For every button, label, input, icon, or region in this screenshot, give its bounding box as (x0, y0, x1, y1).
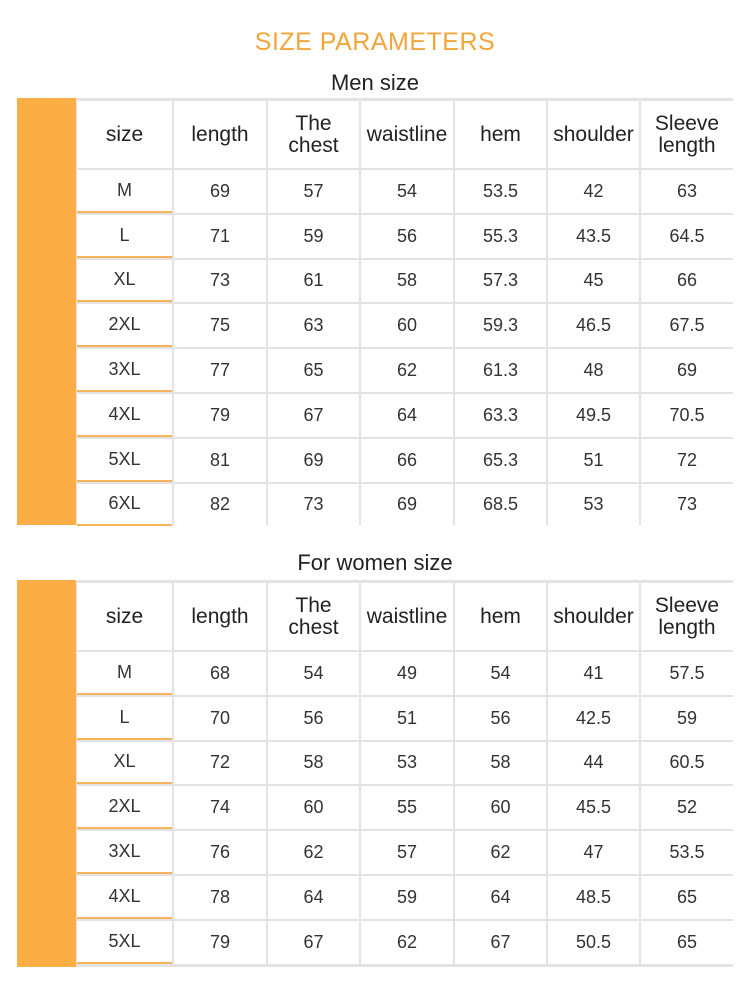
measurement-cell: 79 (174, 921, 266, 964)
measurement-cell: 58 (268, 742, 359, 785)
table-row (76, 876, 733, 919)
size-label-cell: 4XL (77, 394, 172, 437)
measurement-cell: 77 (174, 349, 266, 392)
header-length: length (174, 583, 266, 650)
measurement-cell: 51 (361, 697, 453, 740)
measurement-cell: 67 (455, 921, 546, 964)
measurement-cell: 64 (268, 876, 359, 919)
measurement-cell: 63.3 (455, 394, 546, 437)
measurement-cell: 47 (548, 831, 639, 874)
table-row (76, 170, 733, 213)
table-row (76, 484, 733, 527)
measurement-cell: 64.5 (641, 215, 733, 258)
measurement-cell: 65 (268, 349, 359, 392)
size-label-cell: XL (77, 742, 172, 785)
header-length: length (174, 101, 266, 168)
size-label-cell: XL (77, 260, 172, 303)
table-row (76, 260, 733, 303)
measurement-cell: 69 (361, 484, 453, 527)
table-row (76, 831, 733, 874)
measurement-cell: 45.5 (548, 786, 639, 829)
size-label-cell: 2XL (77, 304, 172, 347)
table-row (76, 215, 733, 258)
measurement-cell: 56 (268, 697, 359, 740)
measurement-cell: 59 (361, 876, 453, 919)
measurement-cell: 63 (268, 304, 359, 347)
measurement-cell: 44 (548, 742, 639, 785)
measurement-cell: 53 (548, 484, 639, 527)
measurement-cell: 53 (361, 742, 453, 785)
size-label-cell: L (77, 215, 172, 258)
table-row (76, 786, 733, 829)
page-title: SIZE PARAMETERS (254, 28, 496, 56)
size-label-cell: M (77, 652, 172, 695)
measurement-cell: 69 (268, 439, 359, 482)
measurement-cell: 56 (455, 697, 546, 740)
measurement-cell: 55.3 (455, 215, 546, 258)
header-sleeve-length: Sleeve length (641, 583, 733, 650)
measurement-cell: 41 (548, 652, 639, 695)
measurement-cell: 69 (174, 170, 266, 213)
measurement-cell: 67 (268, 394, 359, 437)
measurement-cell: 50.5 (548, 921, 639, 964)
measurement-cell: 65 (641, 876, 733, 919)
measurement-cell: 58 (361, 260, 453, 303)
women-size-table (17, 580, 733, 967)
measurement-cell: 67.5 (641, 304, 733, 347)
measurement-cell: 57.5 (641, 652, 733, 695)
table-row (76, 349, 733, 392)
table-row (76, 742, 733, 785)
women-section-title: For women size (297, 550, 453, 575)
measurement-cell: 53.5 (455, 170, 546, 213)
measurement-cell: 48 (548, 349, 639, 392)
measurement-cell: 54 (455, 652, 546, 695)
measurement-cell: 53.5 (641, 831, 733, 874)
measurement-cell: 60 (361, 304, 453, 347)
measurement-cell: 45 (548, 260, 639, 303)
size-label-cell: 5XL (77, 921, 172, 964)
measurement-cell: 49.5 (548, 394, 639, 437)
measurement-cell: 73 (268, 484, 359, 527)
size-label-cell: L (77, 697, 172, 740)
header-waistline: waistline (361, 101, 453, 168)
measurement-cell: 81 (174, 439, 266, 482)
header-hem: hem (455, 583, 546, 650)
measurement-cell: 82 (174, 484, 266, 527)
measurement-cell: 59 (268, 215, 359, 258)
measurement-cell: 46.5 (548, 304, 639, 347)
table-accent-bar (17, 98, 76, 525)
measurement-cell: 62 (268, 831, 359, 874)
measurement-cell: 67 (268, 921, 359, 964)
measurement-cell: 48.5 (548, 876, 639, 919)
measurement-cell: 49 (361, 652, 453, 695)
table-row (76, 697, 733, 740)
measurement-cell: 69 (641, 349, 733, 392)
measurement-cell: 79 (174, 394, 266, 437)
measurement-cell: 78 (174, 876, 266, 919)
size-label-cell: 4XL (77, 876, 172, 919)
measurement-cell: 56 (361, 215, 453, 258)
table-row (76, 921, 733, 964)
measurement-cell: 64 (455, 876, 546, 919)
size-label-cell: 3XL (77, 831, 172, 874)
measurement-cell: 42.5 (548, 697, 639, 740)
measurement-cell: 57 (361, 831, 453, 874)
table-header-row (76, 101, 733, 168)
header-sleeve-length: Sleeve length (641, 101, 733, 168)
measurement-cell: 75 (174, 304, 266, 347)
header-size: size (77, 101, 172, 168)
men-size-table (17, 98, 733, 525)
measurement-cell: 73 (641, 484, 733, 527)
measurement-cell: 43.5 (548, 215, 639, 258)
measurement-cell: 57 (268, 170, 359, 213)
measurement-cell: 52 (641, 786, 733, 829)
measurement-cell: 72 (641, 439, 733, 482)
table-row (76, 394, 733, 437)
table-accent-bar (17, 580, 76, 967)
header-chest: The chest (268, 583, 359, 650)
measurement-cell: 51 (548, 439, 639, 482)
size-label-cell: 6XL (77, 484, 172, 527)
measurement-cell: 61 (268, 260, 359, 303)
size-label-cell: 3XL (77, 349, 172, 392)
measurement-cell: 62 (361, 349, 453, 392)
size-label-cell: M (77, 170, 172, 213)
measurement-cell: 65.3 (455, 439, 546, 482)
measurement-cell: 60.5 (641, 742, 733, 785)
header-waistline: waistline (361, 583, 453, 650)
measurement-cell: 70 (174, 697, 266, 740)
measurement-cell: 42 (548, 170, 639, 213)
measurement-cell: 54 (268, 652, 359, 695)
table-header-row (76, 583, 733, 650)
measurement-cell: 64 (361, 394, 453, 437)
header-shoulder: shoulder (548, 583, 639, 650)
table-row (76, 304, 733, 347)
measurement-cell: 74 (174, 786, 266, 829)
table-row (76, 652, 733, 695)
header-chest: The chest (268, 101, 359, 168)
header-shoulder: shoulder (548, 101, 639, 168)
measurement-cell: 59.3 (455, 304, 546, 347)
measurement-cell: 70.5 (641, 394, 733, 437)
measurement-cell: 60 (455, 786, 546, 829)
table-row (76, 439, 733, 482)
measurement-cell: 63 (641, 170, 733, 213)
measurement-cell: 62 (455, 831, 546, 874)
measurement-cell: 58 (455, 742, 546, 785)
measurement-cell: 57.3 (455, 260, 546, 303)
measurement-cell: 65 (641, 921, 733, 964)
measurement-cell: 61.3 (455, 349, 546, 392)
measurement-cell: 73 (174, 260, 266, 303)
measurement-cell: 72 (174, 742, 266, 785)
measurement-cell: 66 (641, 260, 733, 303)
measurement-cell: 68.5 (455, 484, 546, 527)
size-label-cell: 5XL (77, 439, 172, 482)
men-section-title: Men size (330, 70, 420, 95)
measurement-cell: 54 (361, 170, 453, 213)
measurement-cell: 60 (268, 786, 359, 829)
measurement-cell: 62 (361, 921, 453, 964)
header-size: size (77, 583, 172, 650)
measurement-cell: 66 (361, 439, 453, 482)
measurement-cell: 59 (641, 697, 733, 740)
measurement-cell: 68 (174, 652, 266, 695)
measurement-cell: 55 (361, 786, 453, 829)
measurement-cell: 71 (174, 215, 266, 258)
header-hem: hem (455, 101, 546, 168)
measurement-cell: 76 (174, 831, 266, 874)
size-label-cell: 2XL (77, 786, 172, 829)
